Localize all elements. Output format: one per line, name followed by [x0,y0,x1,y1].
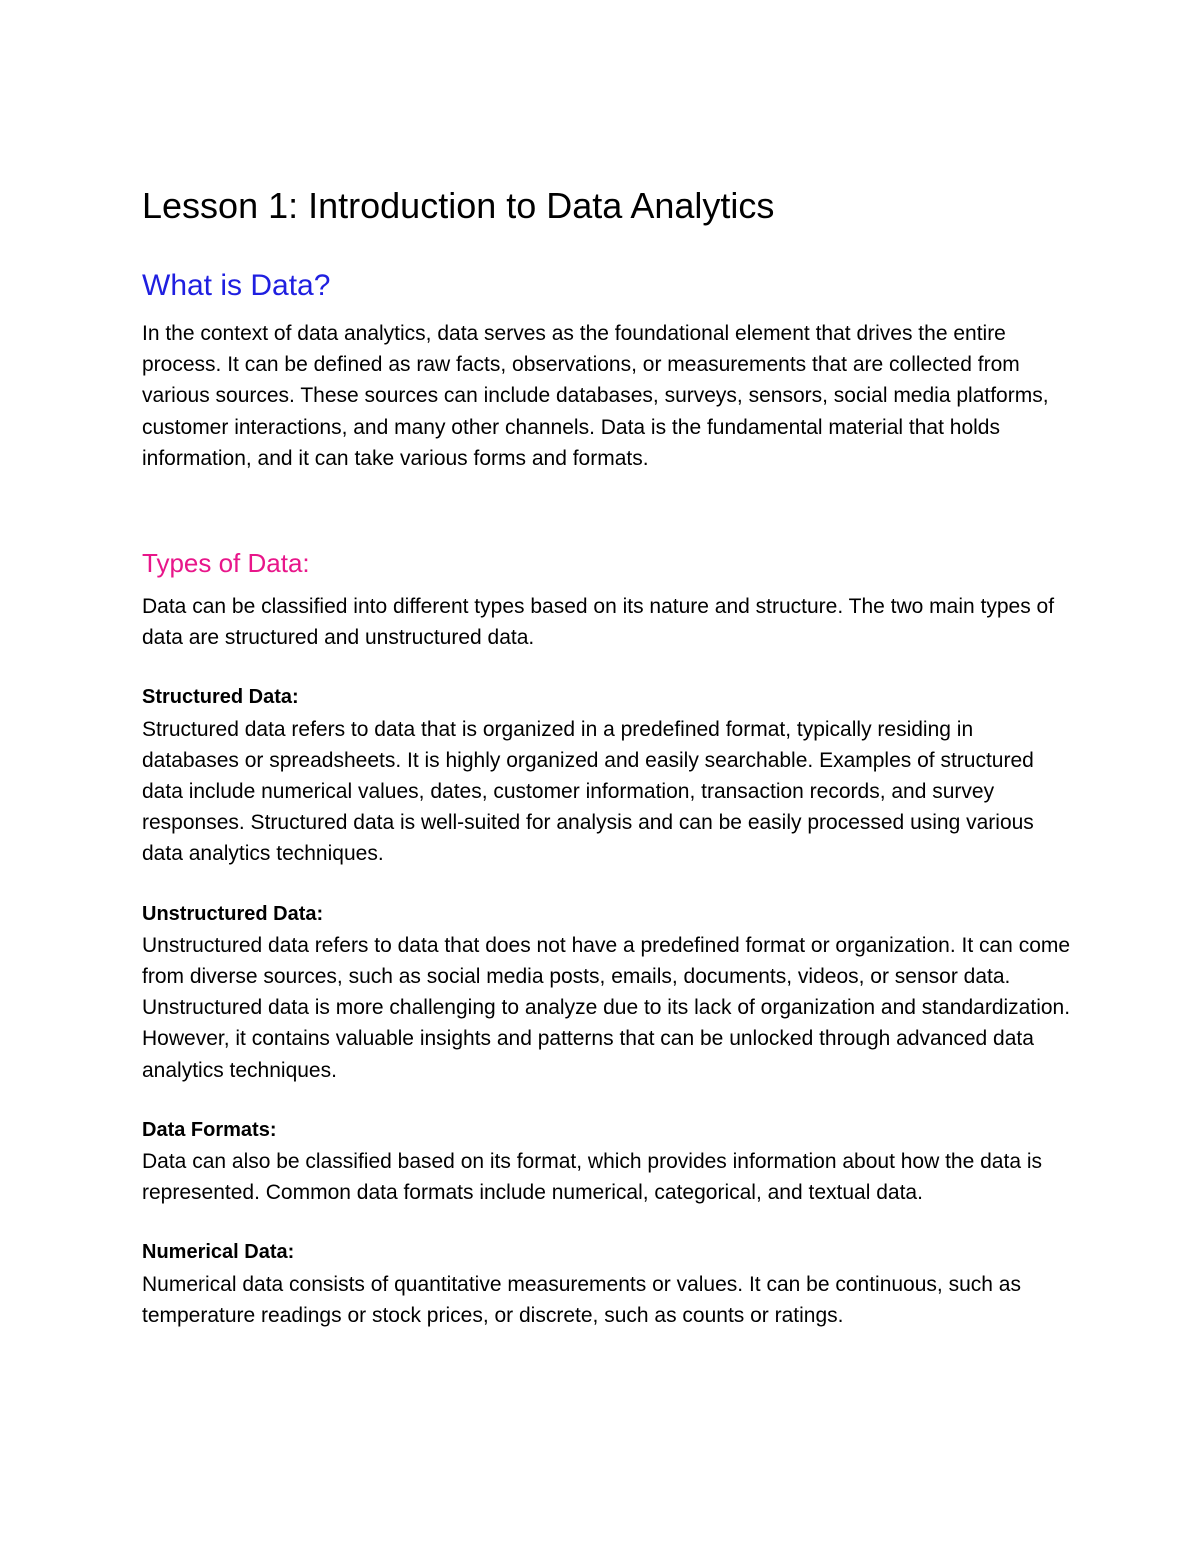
what-is-data-heading: What is Data? [142,269,331,302]
unstructured-data-heading: Unstructured Data: [142,902,324,925]
section-spacer [142,474,1072,543]
document-page [142,178,1072,1331]
data-formats-heading: Data Formats: [142,1118,277,1141]
numerical-data-paragraph: Numerical data consists of quantitative measurements or values. It can be continuous, such as temperature readings or stock prices, or discrete, such as counts or ratings. [142,1272,1021,1327]
numerical-data-heading: Numerical Data: [142,1241,295,1264]
what-is-data-paragraph: In the context of data analytics, data serves as the foundational element that drives the entire process. It can be defined as raw facts, observations, or measurements that are collected from various sources. These sources can include databases, surveys, sensors, social media platforms, customer interactions, and many other channels. Data is the fundamental material that holds information, and it can take various forms and formats. [142,322,1049,470]
unstructured-data-paragraph: Unstructured data refers to data that does not have a predefined format or organization. It can come from diverse sources, such as social media posts, emails, documents, videos, or sensor data. Unstructured data is more challenging to analyze due to its lack of organization and standardization. However, it contains valuable insights and patterns that can be unlocked through advanced data analytics techniques. [142,933,1071,1082]
types-of-data-heading: Types of Data: [142,548,310,579]
structured-data-paragraph: Structured data refers to data that is organized in a predefined format, typically residing in databases or spreadsheets. It is highly organized and easily searchable. Examples of structured data include numerical values, dates, customer information, transaction records, and survey responses. Structured data is well-suited for analysis and can be easily processed using various data analytics techniques. [142,717,1034,866]
types-of-data-paragraph: Data can be classified into different types based on its nature and structure. The two main types of data are structured and unstructured data. [142,595,1055,650]
structured-data-heading: Structured Data: [142,686,299,709]
data-formats-paragraph: Data can also be classified based on its format, which provides information about how the data is represented. Common data formats include numerical, categorical, and textual data. [142,1150,1042,1205]
document-title: Lesson 1: Introduction to Data Analytics [142,185,775,226]
